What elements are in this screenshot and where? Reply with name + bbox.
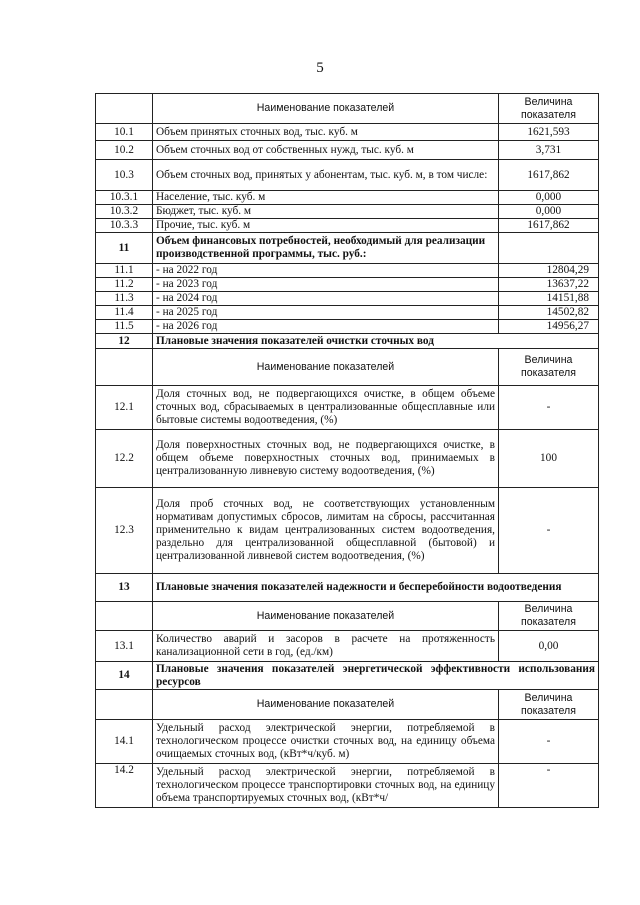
table-header-row	[96, 690, 599, 720]
row-number: 11.1	[96, 264, 153, 278]
row-value: 14502,82	[499, 306, 599, 320]
table-row	[96, 191, 599, 205]
column-header-name: Наименование показателей	[153, 602, 499, 631]
row-number: 11.5	[96, 320, 153, 334]
table-row	[96, 720, 599, 764]
row-value: 14151,88	[499, 292, 599, 306]
row-value: 3,731	[499, 141, 599, 160]
table-row	[96, 306, 599, 320]
row-value: 0,000	[499, 191, 599, 205]
row-number: 14.2	[96, 764, 153, 808]
row-name: Население, тыс. куб. м	[153, 191, 499, 205]
row-name: - на 2022 год	[153, 264, 499, 278]
section-row	[96, 574, 599, 602]
table-row	[96, 430, 599, 488]
column-header-name: Наименование показателей	[153, 690, 499, 720]
row-value: 1617,862	[499, 160, 599, 191]
table-row	[96, 219, 599, 233]
table-row	[96, 320, 599, 334]
row-value: 100	[499, 430, 599, 488]
row-value: 0,00	[499, 631, 599, 662]
page-number: 5	[316, 60, 324, 76]
row-name: Объем принятых сточных вод, тыс. куб. м	[153, 124, 499, 141]
section-title: Плановые значения показателей очистки сточных вод	[153, 334, 599, 349]
table-row	[96, 631, 599, 662]
row-number: 11.3	[96, 292, 153, 306]
row-number: 10.3.2	[96, 205, 153, 219]
row-value: 1621,593	[499, 124, 599, 141]
row-value: -	[499, 488, 599, 574]
column-header-value: Величина показателя	[499, 690, 599, 720]
section-title: Объем финансовых потребностей, необходимый для реализации производственной программы, тыс. руб.:	[153, 233, 499, 264]
row-name: Бюджет, тыс. куб. м	[153, 205, 499, 219]
row-number: 12.3	[96, 488, 153, 574]
row-number: 10.3.3	[96, 219, 153, 233]
row-number: 10.2	[96, 141, 153, 160]
section-row	[96, 662, 599, 690]
row-name: - на 2024 год	[153, 292, 499, 306]
row-name: Прочие, тыс. куб. м	[153, 219, 499, 233]
row-number: 12.1	[96, 386, 153, 430]
row-number: 10.3.1	[96, 191, 153, 205]
row-name: Доля сточных вод, не подвергающихся очистке, в общем объеме сточных вод, сбрасываемых в централизованные общесплавные или бытовые системы водоотведения, (%)	[153, 386, 499, 430]
section-row	[96, 233, 599, 264]
table-row	[96, 160, 599, 191]
table-header-row	[96, 349, 599, 386]
table-row	[96, 205, 599, 219]
row-name: Доля поверхностных сточных вод, не подвергающихся очистке, в общем объеме поверхностных сточных вод, принимаемых в централизованную ливневую систему водоотведения, (%)	[153, 430, 499, 488]
row-value	[499, 233, 599, 264]
table-row	[96, 386, 599, 430]
section-number: 13	[96, 574, 153, 602]
table-header-row	[96, 94, 599, 124]
column-header-value: Величина показателя	[499, 94, 599, 124]
section-number: 14	[96, 662, 153, 690]
row-value: 14956,27	[499, 320, 599, 334]
section-number: 11	[96, 233, 153, 264]
row-number: 10.3	[96, 160, 153, 191]
row-value: -	[499, 720, 599, 764]
row-number: 14.1	[96, 720, 153, 764]
table-row	[96, 292, 599, 306]
row-number: 13.1	[96, 631, 153, 662]
row-number: 11.2	[96, 278, 153, 292]
column-header-name: Наименование показателей	[153, 94, 499, 124]
row-number: 11.4	[96, 306, 153, 320]
row-value: -	[499, 386, 599, 430]
table-row	[96, 124, 599, 141]
row-name: Объем сточных вод от собственных нужд, тыс. куб. м	[153, 141, 499, 160]
indicators-table	[95, 93, 599, 808]
table-row	[96, 488, 599, 574]
row-value: 1617,862	[499, 219, 599, 233]
row-number: 12.2	[96, 430, 153, 488]
section-title: Плановые значения показателей надежности и бесперебойности водоотведения	[153, 574, 599, 602]
row-value: -	[499, 764, 599, 808]
table-row	[96, 141, 599, 160]
table-row	[96, 764, 599, 808]
row-number: 10.1	[96, 124, 153, 141]
section-title: Плановые значения показателей энергетической эффективности использования ресурсов	[153, 662, 599, 690]
column-header-name: Наименование показателей	[153, 349, 499, 386]
table-row	[96, 264, 599, 278]
row-value: 13637,22	[499, 278, 599, 292]
section-row	[96, 334, 599, 349]
row-name: Доля проб сточных вод, не соответствующих установленным нормативам допустимых сбросов, лимитам на сбросы, рассчитанная применительно к видам централизованных систем водоотведения, раздельно для централизованной общесплавной (бытовой) и централизованной ливневой систем водоотведения, (%)	[153, 488, 499, 574]
row-value: 0,000	[499, 205, 599, 219]
column-header-value: Величина показателя	[499, 602, 599, 631]
section-number: 12	[96, 334, 153, 349]
row-name: Удельный расход электрической энергии, потребляемой в технологическом процессе очистки сточных вод, на единицу объема очищаемых сточных вод, (кВт*ч/куб. м)	[153, 720, 499, 764]
table-header-row	[96, 602, 599, 631]
row-name: - на 2023 год	[153, 278, 499, 292]
table-row	[96, 278, 599, 292]
row-name: Объем сточных вод, принятых у абонентам, тыс. куб. м, в том числе:	[153, 160, 499, 191]
row-name: - на 2026 год	[153, 320, 499, 334]
row-name: Удельный расход электрической энергии, потребляемой в технологическом процессе транспортировки сточных вод, на единицу объема транспортируемых сточных вод, (кВт*ч/	[153, 764, 499, 808]
row-name: - на 2025 год	[153, 306, 499, 320]
row-value: 12804,29	[499, 264, 599, 278]
column-header-value: Величина показателя	[499, 349, 599, 386]
row-name: Количество аварий и засоров в расчете на протяженность канализационной сети в год, (ед./км)	[153, 631, 499, 662]
